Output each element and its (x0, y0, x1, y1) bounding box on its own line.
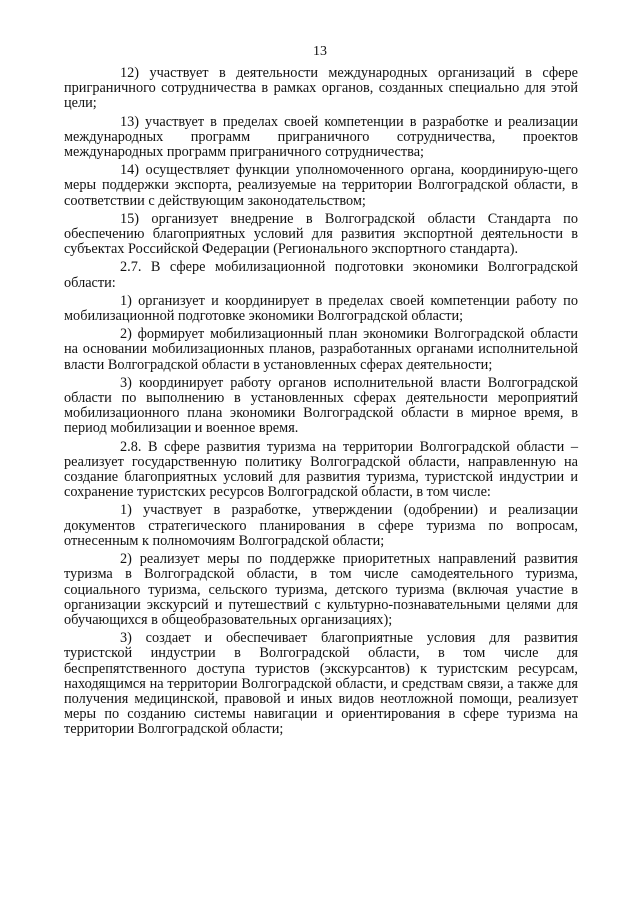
paragraph-14-export-support: 14) осуществляет функции уполномоченного органа, координирую-щего меры поддержки экспорта, реализуемые на территории Волгоградской области, в соответствии с действующим законодательством; (64, 162, 578, 209)
section-heading-2-8: 2.8. В сфере развития туризма на территории Волгоградской области – реализует государственную политику Волгоградской области, направленную на создание благоприятных условий для развития туризма, туристской индустрии и сохранение туристских ресурсов Волгоградской области, в том числе: (64, 438, 578, 501)
page-number: 13 (313, 44, 327, 59)
paragraph-2-7-item-1: 1) организует и координирует в пределах своей компетенции работу по мобилизационной подготовке экономики Волгоградской области; (64, 292, 578, 325)
paragraph-12-international-orgs: 12) участвует в деятельности международных организаций в сфере приграничного сотрудничества в рамках органов, созданных специально для этой цели; (64, 65, 578, 112)
paragraph-2-8-item-2: 2) реализует меры по поддержке приоритетных направлений развития туризма в Волгоградской области, в том числе самодеятельного туризма, социального туризма, сельского туризма, детского туризма (включая участие в организации экскурсий и путешествий с культурно-познавательными целями для обучающихся в общеобразовательных организациях); (64, 551, 578, 628)
paragraph-2-7-item-3: 3) координирует работу органов исполнительной власти Волгоградской области по выполнению в установленных сферах деятельности мероприятий мобилизационного плана экономики Волгоградской области в мирное время, в период мобилизации и военное время. (64, 374, 578, 437)
paragraph-2-8-item-1: 1) участвует в разработке, утверждении (одобрении) и реализации документов стратегического планирования в сфере туризма по вопросам, отнесенным к полномочиям Волгоградской области; (64, 502, 578, 549)
paragraph-15-export-standard: 15) организует внедрение в Волгоградской области Стандарта по обеспечению благоприятных условий для развития экспортной деятельности в субъектах Российской Федерации (Регионального экспортного стандарта). (64, 210, 578, 258)
paragraph-2-7-item-2: 2) формирует мобилизационный план экономики Волгоградской области на основании мобилизационных планов, разработанных органами исполнительной власти Волгоградской области в установленных сферах деятельности; (64, 326, 578, 373)
document-body (64, 66, 578, 741)
paragraph-13-cross-border-programs: 13) участвует в пределах своей компетенции в разработке и реализации международных программ приграничного сотрудничества, проектов международных программ приграничного сотрудничества; (64, 113, 578, 161)
paragraph-2-8-item-3: 3) создает и обеспечивает благоприятные условия для развития туристской индустрии в Волгоградской области, в том числе для беспрепятственного доступа туристов (экскурсантов) к туристским ресурсам, находящимся на территории Волгоградской области, и средствам связи, а также для получения медицинской, правовой и иных видов неотложной помощи, реализует меры по созданию системы навигации и ориентирования в сфере туризма на территории Волгоградской области; (64, 630, 578, 738)
section-heading-2-7: 2.7. В сфере мобилизационной подготовки экономики Волгоградской области: (64, 259, 578, 291)
